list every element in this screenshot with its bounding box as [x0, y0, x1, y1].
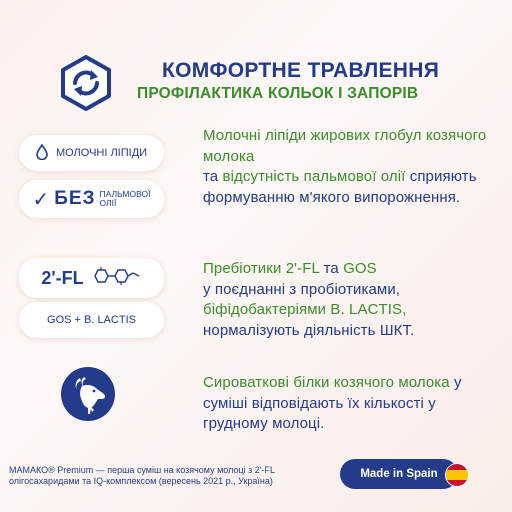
whey-rest: у суміші відповідають їх кількості у грудному молоці. [203, 374, 462, 432]
no-palm-bez-label: БЕЗ [54, 188, 96, 209]
no-palm-oil-badge [19, 180, 164, 218]
gos-lactis-label: GOS + B. LACTIS [47, 314, 136, 326]
milk-lipids-label: МОЛОЧНІ ЛІПІДИ [55, 147, 148, 159]
lipids-highlight: Молочні ліпіди жирових глобул козячого молока [203, 127, 487, 165]
gos-lactis-badge [19, 302, 164, 338]
checkmark-icon: ✓ [32, 188, 50, 211]
gos-highlight: GOS [343, 260, 377, 277]
whey-paragraph [203, 373, 503, 435]
prebiotics-paragraph [203, 259, 503, 341]
no-palm-highlight: відсутність пальмової олії [222, 168, 406, 185]
lipids-rest: сприяють формуванню м'якого випорожнення. [203, 168, 477, 206]
no-palm-oil-label [100, 190, 151, 208]
whey-highlight: Сироваткові білки козячого молока [203, 374, 450, 391]
page-title: КОМФОРТНЕ ТРАВЛЕННЯ [162, 59, 440, 82]
fl-label: 2'-FL [41, 267, 84, 288]
spain-flag-icon [445, 463, 469, 487]
no-palm-line1: ПАЛЬМОВОЇ [99, 189, 151, 199]
page-subtitle: ПРОФІЛАКТИКА КОЛЬОК І ЗАПОРІВ [137, 85, 419, 102]
fl-badge [19, 258, 164, 298]
milk-lipids-badge [19, 135, 164, 171]
lipids-and: та [203, 168, 223, 185]
prebiotics-highlight: Пребіотики 2'-FL [203, 260, 320, 277]
made-in-spain-badge: Made in Spain [340, 459, 458, 489]
prebiotics-rest1: у поєднанні з пробіотиками, [203, 280, 401, 298]
recycle-hexagon-icon [60, 55, 112, 111]
prebiotics-and: та [319, 260, 344, 277]
no-palm-line2: ОЛІЇ [99, 198, 117, 208]
footnote: МАМАКО® Premium — перша суміш на козячому молоці з 2'-FL олігосахаридами та IQ-комплексом (вересень 2021 р., Україна) [9, 465, 275, 486]
goat-icon [60, 366, 116, 422]
drop-icon [36, 144, 48, 163]
prebiotics-rest2: нормалізують діяльність ШКТ. [203, 321, 415, 339]
lipids-paragraph [203, 126, 503, 208]
lactis-highlight: біфідобактеріями B. LACTIS, [203, 301, 407, 318]
molecule-icon [92, 267, 142, 290]
